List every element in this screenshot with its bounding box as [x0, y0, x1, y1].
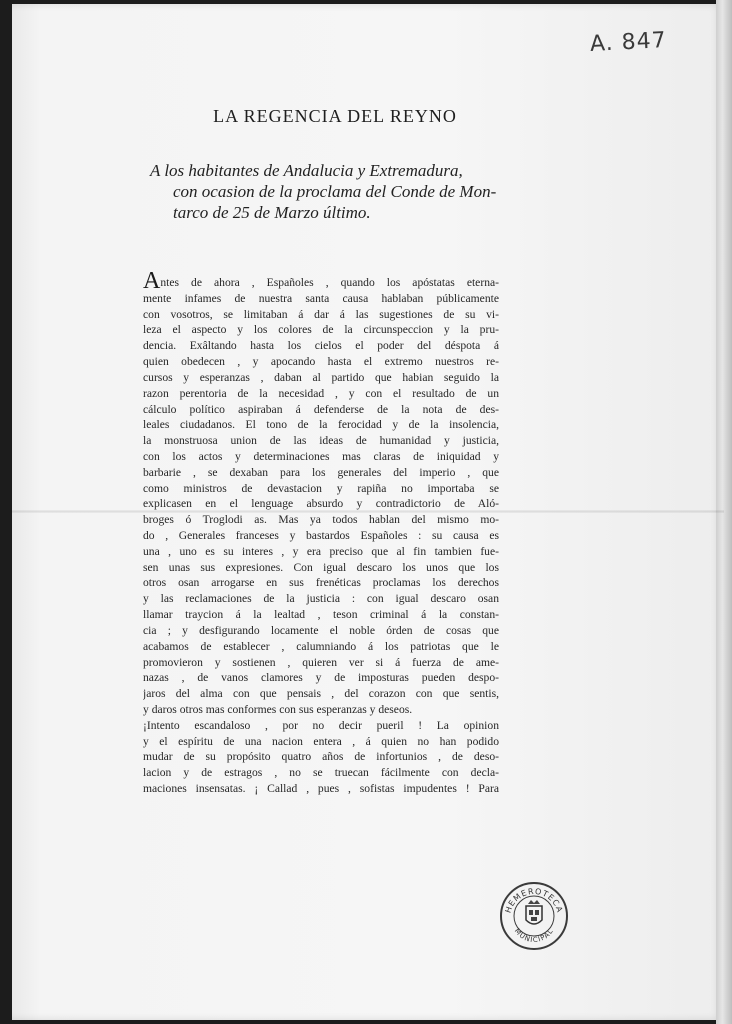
svg-text:MUNICIPAL: MUNICIPAL — [512, 926, 556, 945]
body-line: mudar de su propósito quatro años de infortunios , de deso- — [143, 750, 499, 764]
body-line: con los actos y determinaciones mas claras de iniquidad y — [143, 449, 499, 463]
body-line: y el espíritu de una nacion entera , á quien no han podido — [143, 734, 499, 748]
body-text — [143, 272, 499, 797]
shelfmark-annotation: A. 847 — [589, 28, 668, 57]
body-line: broges ó Troglodi as. Mas ya todos hablan del mismo mo- — [143, 513, 499, 527]
body-line: cálculo político aspiraban á defenderse de la nota de des- — [143, 402, 499, 416]
body-line: llamar traycion á la lealtad , teson criminal á la constan- — [143, 608, 499, 622]
body-line: dencia. Exâltando hasta los cielos el poder del déspota á — [143, 339, 499, 353]
body-line: y las reclamaciones de la justicia : con igual descaro osan — [143, 592, 499, 606]
drop-cap: A — [143, 272, 161, 291]
body-line: y daros otros mas conformes con sus esperanzas y deseos. — [143, 702, 413, 716]
body-line: nazas , de vanos clamores y de imposturas pueden despo- — [143, 671, 499, 685]
body-line: leales ciudadanos. El tono de la ferocidad y de la insolencia, — [143, 418, 499, 432]
page-title: LA REGENCIA DEL REYNO — [213, 106, 457, 126]
body-line: do , Generales franceses y bastardos Españoles : su causa es — [143, 529, 499, 542]
body-line: ¡Intento escandaloso , por no decir pueril ! La opinion — [143, 718, 499, 732]
body-line-first — [143, 272, 499, 291]
subtitle — [150, 160, 510, 223]
body-line: jaros del alma con que pensais , del corazon con que sentis, — [143, 687, 499, 701]
body-line: quien obedecen , y apocando hasta el extremo nuestros re- — [143, 355, 499, 369]
body-line: con vosotros, se limitaban á dar á las sugestiones de su vi- — [143, 307, 499, 321]
body-line: acabamos de establecer , calumniando á los patriotas que le — [143, 639, 499, 653]
body-line: leza el aspecto y los colores de la circunspeccion y la pru- — [143, 323, 499, 337]
body-line: cia ; y desfigurando locamente el noble órden de cosas que — [143, 623, 499, 637]
coat-of-arms-icon — [526, 900, 542, 924]
first-line-text: ntes de ahora , Españoles , quando los apóstatas eterna- — [160, 276, 499, 289]
body-line: la monstruosa union de las ideas de humanidad y justicia, — [143, 434, 499, 448]
body-line: mente infames de nuestra santa causa hablaban públicamente — [143, 291, 499, 305]
subtitle-line: A los habitantes de Andalucia y Extremadura, — [150, 161, 463, 180]
body-line: promovieron y sostienen , quieren ver si á fuerza de ame- — [143, 655, 499, 669]
body-line: como ministros de devastacion y rapiña no importaba se — [143, 481, 499, 495]
body-line: explicasen en el lenguage absurdo y contradictorio de Aló- — [143, 497, 499, 511]
subtitle-line: tarco de 25 de Marzo último. — [173, 203, 371, 222]
svg-text:HEMEROTECA: HEMEROTECA — [503, 886, 565, 915]
body-line: otros osan arrogarse en sus frenéticas proclamas los derechos — [143, 576, 499, 590]
body-line: maciones insensatas. ¡ Callad , pues , sofistas impudentes ! Para — [143, 782, 499, 795]
body-line: lacion y de estragos , no se truecan fácilmente con decla- — [143, 766, 499, 780]
body-line: cursos y esperanzas , daban al partido que habian seguido la — [143, 370, 499, 384]
body-line: razon perentoria de la necesidad , y con el resultado de un — [143, 386, 499, 400]
body-line: barbarie , se dexaban para los generales del imperio , que — [143, 465, 499, 479]
body-line: sen unas sus expresiones. Con igual descaro los unos que los — [143, 560, 499, 574]
subtitle-line: con ocasion de la proclama del Conde de Mon- — [173, 182, 497, 201]
library-stamp — [498, 880, 570, 952]
body-line: una , uno es su interes , y era preciso que al fin tambien fue- — [143, 544, 499, 558]
